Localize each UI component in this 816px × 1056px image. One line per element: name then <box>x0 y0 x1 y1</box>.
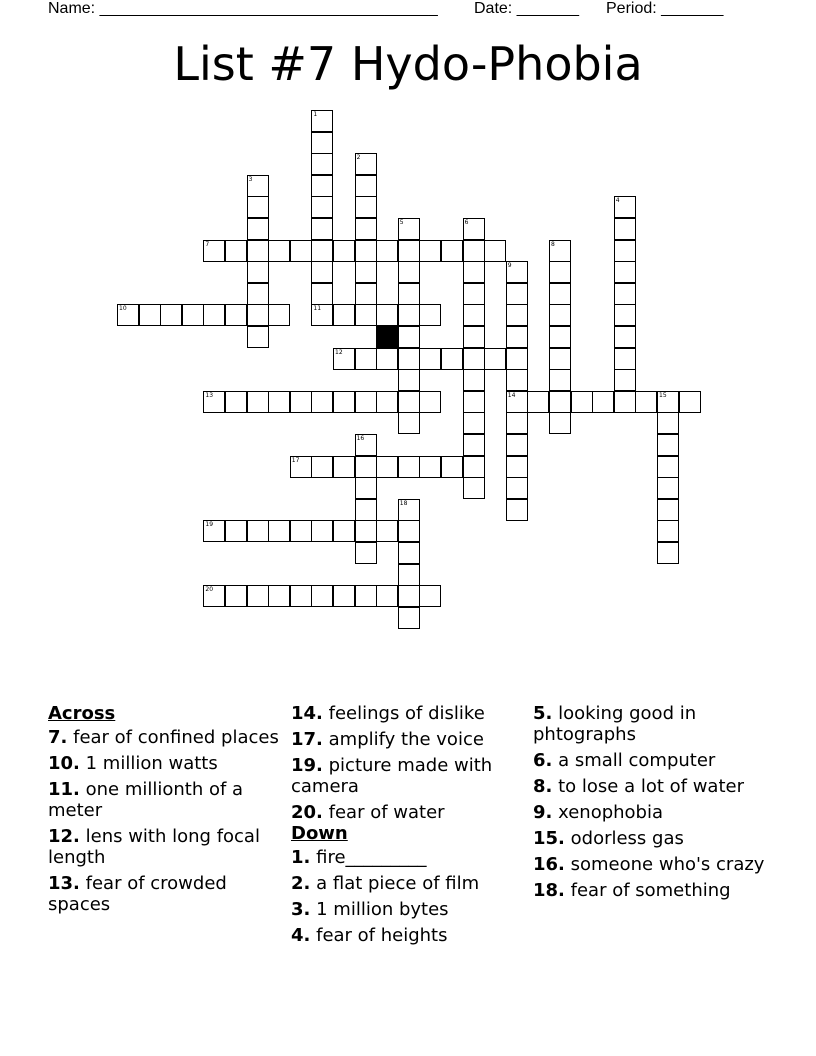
clue-down-2: 2. a flat piece of film <box>291 873 480 894</box>
grid-cell[interactable] <box>247 520 269 542</box>
grid-cell[interactable] <box>441 240 463 262</box>
grid-cell[interactable] <box>355 218 377 240</box>
grid-cell[interactable] <box>657 477 679 499</box>
grid-cell[interactable] <box>355 304 377 326</box>
clue-number-14-across: 14 <box>507 391 516 399</box>
grid-cell[interactable] <box>398 283 420 305</box>
grid-cell[interactable] <box>355 520 377 542</box>
clue-number-13-across: 13 <box>205 391 214 399</box>
clue-number-2-down: 2 <box>356 154 361 162</box>
grid-cell[interactable] <box>463 304 485 326</box>
clue-column-2 <box>291 703 531 951</box>
clue-number-19-across: 19 <box>205 521 214 529</box>
grid-cell[interactable] <box>311 456 333 478</box>
grid-cell[interactable] <box>311 391 333 413</box>
grid-cell[interactable] <box>398 520 420 542</box>
clue-number-9-down: 9 <box>507 262 512 270</box>
grid-cell[interactable] <box>268 391 290 413</box>
grid-cell[interactable] <box>506 326 528 348</box>
grid-cell[interactable] <box>247 218 269 240</box>
grid-cell[interactable] <box>463 391 485 413</box>
grid-cell[interactable] <box>463 477 485 499</box>
clue-down-9: 9. xenophobia <box>533 802 664 823</box>
grid-cell[interactable] <box>333 585 355 607</box>
grid-cell[interactable] <box>549 261 571 283</box>
clue-down-16: 16. someone who's crazy <box>533 854 765 875</box>
grid-cell[interactable] <box>549 304 571 326</box>
grid-cell[interactable] <box>311 585 333 607</box>
grid-cell[interactable] <box>333 456 355 478</box>
grid-cell[interactable] <box>333 240 355 262</box>
clue-across-12: 12. lens with long focal length <box>48 826 260 868</box>
grid-cell[interactable] <box>355 477 377 499</box>
grid-cell[interactable] <box>398 585 420 607</box>
clue-across-14: 14. feelings of dislike <box>291 703 485 724</box>
grid-cell[interactable] <box>333 391 355 413</box>
grid-cell[interactable] <box>614 283 636 305</box>
clue-across-20: 20. fear of water <box>291 802 445 823</box>
grid-cell[interactable] <box>268 240 290 262</box>
grid-cell[interactable] <box>527 391 549 413</box>
grid-cell[interactable] <box>398 326 420 348</box>
grid-cell[interactable] <box>247 326 269 348</box>
grid-cell[interactable] <box>225 240 247 262</box>
grid-cell[interactable] <box>398 564 420 586</box>
grid-cell[interactable] <box>506 283 528 305</box>
grid-cell[interactable] <box>376 391 398 413</box>
grid-cell[interactable] <box>614 348 636 370</box>
grid-cell[interactable] <box>247 196 269 218</box>
grid-cell[interactable] <box>160 304 182 326</box>
grid-cell[interactable] <box>311 218 333 240</box>
grid-cell[interactable] <box>311 240 333 262</box>
grid-cell[interactable] <box>463 261 485 283</box>
grid-cell[interactable] <box>549 391 571 413</box>
clue-down-8: 8. to lose a lot of water <box>533 776 744 797</box>
clue-across-11: 11. one millionth of a meter <box>48 779 244 821</box>
clue-number-3-down: 3 <box>248 175 253 183</box>
grid-cell[interactable] <box>247 240 269 262</box>
grid-cell[interactable] <box>506 477 528 499</box>
grid-cell[interactable] <box>549 412 571 434</box>
grid-cell[interactable] <box>355 196 377 218</box>
clue-down-15: 15. odorless gas <box>533 828 684 849</box>
clue-number-6-down: 6 <box>464 219 469 226</box>
grid-cell[interactable] <box>182 304 204 326</box>
grid-cell[interactable] <box>311 196 333 218</box>
clue-number-8-down: 8 <box>551 240 555 248</box>
clue-across-13: 13. fear of crowded spaces <box>48 873 227 915</box>
clue-number-18-down: 18 <box>399 499 408 507</box>
grid-cell[interactable] <box>355 499 377 521</box>
grid-cell[interactable] <box>398 391 420 413</box>
clue-across-17: 17. amplify the voice <box>291 729 484 750</box>
grid-cell[interactable] <box>225 585 247 607</box>
grid-cell[interactable] <box>614 369 636 391</box>
grid-cell[interactable] <box>463 240 485 262</box>
grid-cell[interactable] <box>614 218 636 240</box>
clue-number-7-across: 7 <box>205 240 210 248</box>
clue-down-6: 6. a small computer <box>533 750 716 771</box>
grid-cell[interactable] <box>614 261 636 283</box>
clue-down-18: 18. fear of something <box>533 880 731 901</box>
grid-cell[interactable] <box>549 326 571 348</box>
clue-number-16-down: 16 <box>356 435 365 442</box>
grid-cell[interactable] <box>484 348 506 370</box>
grid-cell[interactable] <box>247 283 269 305</box>
grid-cell[interactable] <box>225 520 247 542</box>
grid-cell[interactable] <box>571 391 593 413</box>
grid-cell[interactable] <box>506 499 528 521</box>
grid-cell[interactable] <box>419 304 441 326</box>
grid-cell[interactable] <box>203 304 225 326</box>
grid-cell[interactable] <box>484 240 506 262</box>
grid-cell[interactable] <box>376 240 398 262</box>
grid-cell[interactable] <box>311 261 333 283</box>
grid-cell[interactable] <box>355 542 377 564</box>
grid-cell[interactable] <box>398 240 420 262</box>
grid-cell[interactable] <box>592 391 614 413</box>
grid-cell[interactable] <box>463 412 485 434</box>
grid-cell[interactable] <box>398 456 420 478</box>
grid-cell[interactable] <box>463 434 485 456</box>
grid-cell[interactable] <box>398 369 420 391</box>
grid-cell[interactable] <box>441 456 463 478</box>
grid-cell[interactable] <box>506 412 528 434</box>
clue-number-12-across: 12 <box>335 348 343 356</box>
grid-cell[interactable] <box>355 456 377 478</box>
clue-column-1 <box>48 703 288 920</box>
clue-across-10: 10. 1 million watts <box>48 753 218 774</box>
grid-cell[interactable] <box>463 326 485 348</box>
grid-cell[interactable] <box>657 412 679 434</box>
grid-cell[interactable] <box>614 391 636 413</box>
grid-cell[interactable] <box>506 304 528 326</box>
grid-cell[interactable] <box>549 369 571 391</box>
grid-cell[interactable] <box>311 175 333 197</box>
across-heading: Across <box>48 703 116 724</box>
grid-cell[interactable] <box>463 283 485 305</box>
grid-cell[interactable] <box>355 283 377 305</box>
grid-cell[interactable] <box>657 434 679 456</box>
grid-cell[interactable] <box>311 153 333 175</box>
grid-cell[interactable] <box>419 456 441 478</box>
grid-cell[interactable] <box>419 391 441 413</box>
grid-cell[interactable] <box>679 391 701 413</box>
grid-cell[interactable] <box>376 585 398 607</box>
grid-cell[interactable] <box>441 348 463 370</box>
clue-down-1: 1. fire_________ <box>291 847 427 868</box>
grid-cell[interactable] <box>268 585 290 607</box>
grid-cell[interactable] <box>463 369 485 391</box>
grid-cell[interactable] <box>333 520 355 542</box>
clue-number-4-down: 4 <box>615 197 620 205</box>
clue-number-10-across: 10 <box>119 305 127 313</box>
clue-across-7: 7. fear of confined places <box>48 727 279 748</box>
grid-cell[interactable] <box>290 391 312 413</box>
grid-cell[interactable] <box>355 348 377 370</box>
grid-cell[interactable] <box>268 520 290 542</box>
grid-cell[interactable] <box>247 261 269 283</box>
grid-cell[interactable] <box>614 304 636 326</box>
grid-cell[interactable] <box>398 304 420 326</box>
grid-cell[interactable] <box>419 585 441 607</box>
grid-cell[interactable] <box>355 261 377 283</box>
grid-cell[interactable] <box>506 456 528 478</box>
grid-cell[interactable] <box>247 304 269 326</box>
grid-cell[interactable] <box>355 175 377 197</box>
grid-cell[interactable] <box>311 520 333 542</box>
clue-number-11-across: 11 <box>313 305 322 313</box>
grid-cell[interactable] <box>376 348 398 370</box>
name-field[interactable]: Name: ______________________________________ <box>48 0 438 17</box>
grid-cell[interactable] <box>398 607 420 629</box>
grid-cell[interactable] <box>657 520 679 542</box>
clue-number-20-across: 20 <box>205 586 214 594</box>
grid-cell[interactable] <box>614 326 636 348</box>
grid-cell[interactable] <box>549 283 571 305</box>
grid-cell[interactable] <box>355 240 377 262</box>
grid-cell[interactable] <box>398 412 420 434</box>
clue-number-5-down: 5 <box>399 219 404 226</box>
grid-cell[interactable] <box>549 348 571 370</box>
grid-cell[interactable] <box>247 391 269 413</box>
blocked-cell <box>376 326 398 348</box>
grid-cell[interactable] <box>290 240 312 262</box>
clue-number-15-down: 15 <box>659 391 667 399</box>
grid-cell[interactable] <box>247 585 269 607</box>
grid-cell[interactable] <box>506 348 528 370</box>
grid-cell[interactable] <box>290 520 312 542</box>
clue-number-1-down: 1 <box>313 111 318 118</box>
clue-down-4: 4. fear of heights <box>291 925 448 946</box>
grid-cell[interactable] <box>376 456 398 478</box>
grid-cell[interactable] <box>398 261 420 283</box>
grid-cell[interactable] <box>355 391 377 413</box>
grid-cell[interactable] <box>376 304 398 326</box>
grid-cell[interactable] <box>333 304 355 326</box>
page-title: List #7 Hydo-Phobia <box>173 37 643 91</box>
grid-cell[interactable] <box>139 304 161 326</box>
grid-cell[interactable] <box>506 369 528 391</box>
grid-cell[interactable] <box>355 585 377 607</box>
clue-down-3: 3. 1 million bytes <box>291 899 449 920</box>
grid-cell[interactable] <box>225 304 247 326</box>
grid-cell[interactable] <box>657 499 679 521</box>
clue-down-5: 5. looking good in phtographs <box>533 703 697 745</box>
grid-cell[interactable] <box>614 240 636 262</box>
clue-column-3 <box>533 703 773 906</box>
grid-cell[interactable] <box>311 132 333 154</box>
grid-cell[interactable] <box>657 542 679 564</box>
grid-cell[interactable] <box>398 348 420 370</box>
grid-cell[interactable] <box>506 434 528 456</box>
grid-cell[interactable] <box>376 520 398 542</box>
grid-cell[interactable] <box>311 283 333 305</box>
grid-cell[interactable] <box>657 456 679 478</box>
grid-cell[interactable] <box>290 585 312 607</box>
grid-cell[interactable] <box>635 391 657 413</box>
grid-cell[interactable] <box>419 348 441 370</box>
clue-across-19: 19. picture made with camera <box>291 755 493 797</box>
grid-cell[interactable] <box>463 348 485 370</box>
grid-cell[interactable] <box>225 391 247 413</box>
down-heading: Down <box>291 823 348 844</box>
grid-cell[interactable] <box>398 542 420 564</box>
grid-cell[interactable] <box>268 304 290 326</box>
clue-number-17-across: 17 <box>291 456 300 464</box>
grid-cell[interactable] <box>463 456 485 478</box>
date-field[interactable]: Date: _______ <box>474 0 579 17</box>
period-field[interactable]: Period: _______ <box>606 0 724 17</box>
grid-cell[interactable] <box>419 240 441 262</box>
